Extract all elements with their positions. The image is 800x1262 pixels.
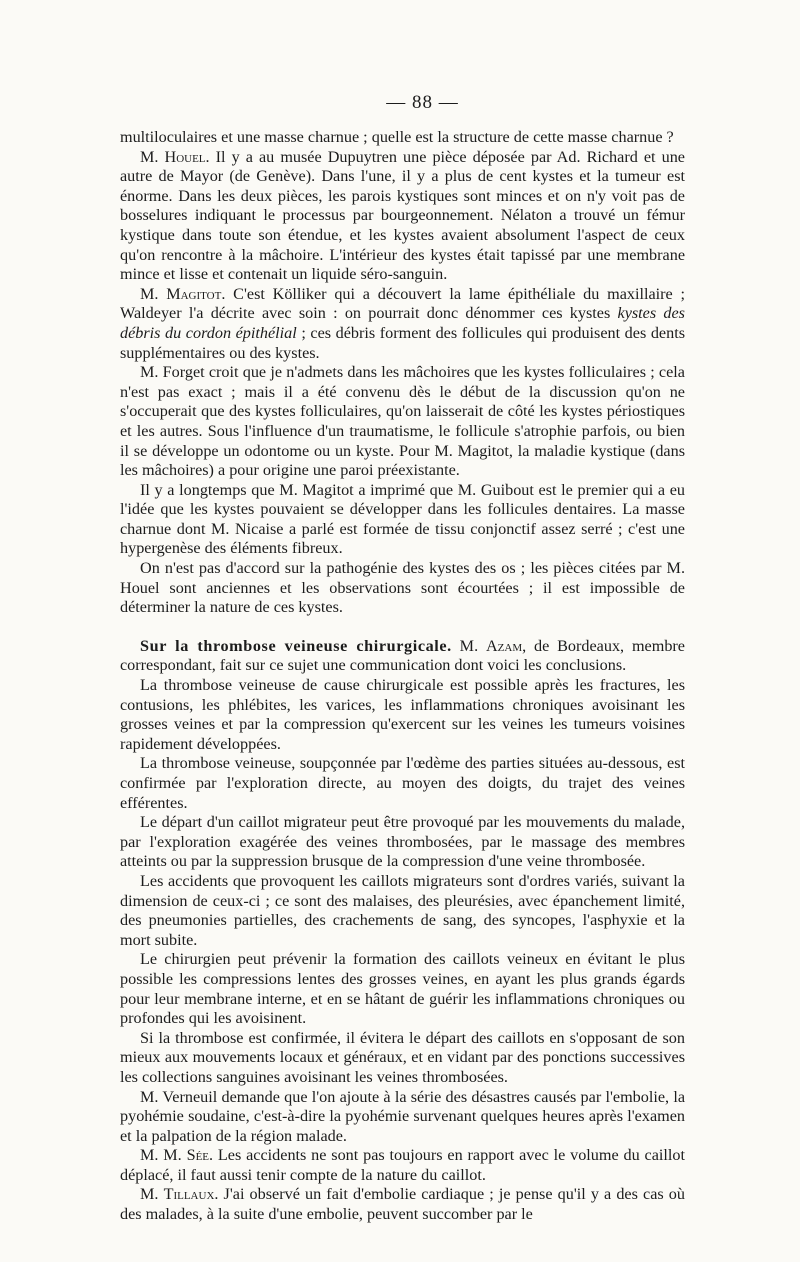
speaker-name: Azam — [485, 636, 523, 655]
speaker-name: Magitot — [166, 284, 222, 303]
speaker-name: Houel — [164, 147, 206, 166]
paragraph-p16 — [120, 1185, 685, 1224]
italic-term: kystes des débris du cordon épithélial — [120, 304, 685, 342]
section-gap — [120, 618, 685, 637]
text-segment: M. — [140, 147, 165, 166]
speaker-name: Sée — [186, 1146, 210, 1165]
text-segment: Le départ d'un caillot migrateur peut être provoqué par les mouvements du malade, par l'exploration exagérée des veines thrombosées, par le massage des membres atteints ou par la suppression brusque de la compression d'une veine thrombosée. — [120, 813, 685, 871]
paragraph-p14 — [120, 1088, 685, 1147]
text-segment: . C'est Kölliker qui a découvert la lame épithéliale du maxillaire ; Waldeyer l'a décrite avec soin : on pourrait donc dénommer ces kystes — [120, 284, 685, 323]
paragraph-p13 — [120, 1029, 685, 1088]
paragraph-p7 — [120, 637, 685, 676]
text-segment: M. Verneuil demande que l'on ajoute à la série des désastres causés par l'embolie, la pyohémie soudaine, c'est-à-dire la pyohémie survenant quelques heures après l'examen et la palpation de la région malade. — [120, 1087, 685, 1145]
section-heading: Sur la thrombose veineuse chirurgicale. — [140, 636, 452, 655]
text-segment: M. Forget croit que je n'admets dans les mâchoires que les kystes folliculaires ; cela n'est pas exact ; mais il a été convenu dès le début de la discussion qu'on ne s'occuperait que des kystes folliculaires, qu'on laisserait de côté les kystes périostiques et les autres. Sous l'influence d'un traumatisme, le follicule s'atrophie parfois, ou bien il se développe un odontome ou un kyste. Pour M. Magitot, la maladie kystique (dans les mâchoires) a pour origine une paroi préexistante. — [120, 363, 685, 480]
speaker-name: Tillaux — [163, 1185, 215, 1204]
text-segment: multiloculaires et une masse charnue ; quelle est la structure de cette masse charnue ? — [120, 128, 674, 146]
text-segment: . Les accidents ne sont pas toujours en rapport avec le volume du caillot déplacé, il faut aussi tenir compte de la nature du caillot. — [120, 1146, 685, 1184]
paragraph-p9 — [120, 754, 685, 813]
text-segment: M. M. — [140, 1146, 187, 1165]
paragraph-p11 — [120, 872, 685, 950]
text-segment: Les accidents que provoquent les caillots migrateurs sont d'ordres variés, suivant la dimension de ceux-ci ; ce sont des malaises, des pleurésies, avec épanchement limité, des pneumonies partielles, des crachements de sang, des syncopes, l'asphyxie et la mort subite. — [120, 871, 685, 949]
paragraph-p10 — [120, 813, 685, 872]
body-text — [120, 128, 685, 1225]
paragraph-p3 — [120, 285, 685, 363]
text-segment: Il y a longtemps que M. Magitot a imprimé que M. Guibout est le premier qui a eu l'idée que les kystes pouvaient se développer dans les follicules dentaires. La masse charnue dont M. Nicaise a parlé est formée de tissu conjonctif assez serré ; c'est une hypergenèse des éléments fibreux. — [120, 480, 685, 558]
text-segment: . Il y a au musée Dupuytren une pièce déposée par Ad. Richard et une autre de Mayor (de Genève). Dans l'une, il y a plus de cent kystes et la tumeur est énorme. Dans les deux pièces, les parois kystiques sont minces et on n'y voit pas de bosselures indiquant le processus par bourgeonnement. Nélaton a trouvé un fémur kystique dans toute son étendue, et les kystes avaient absolument l'aspect de ceux qu'on rencontre à la mâchoire. L'intérieur des kystes était tapissé par une membrane mince et lisse et contenait un liquide séro-sanguin. — [120, 147, 685, 284]
page-number: — 88 — — [386, 92, 459, 113]
text-segment: Le chirurgien peut prévenir la formation des caillots veineux en évitant le plus possible les compressions lentes des grosses veines, en ayant les plus grands égards pour leur membrane interne, et en se hâtant de guérir les inflammations chroniques ou profondes qui les avoisinent. — [120, 950, 685, 1028]
paragraph-p15 — [120, 1146, 685, 1185]
text-segment: M. — [140, 284, 167, 303]
text-segment: , de Bordeaux, membre correspondant, fait sur ce sujet une communication dont voici les conclusions. — [120, 636, 685, 675]
text-segment: Si la thrombose est confirmée, il évitera le départ des caillots en s'opposant de son mieux aux mouvements locaux et généraux, et en vidant par des ponctions successives les collections sanguines avoisinant les veines thrombosées. — [120, 1028, 685, 1086]
text-segment: La thrombose veineuse de cause chirurgicale est possible après les fractures, les contusions, les phlébites, les varices, les inflammations chroniques avoisinant les grosses veines et par la compression qu'exercent sur les veines les tumeurs voisines rapidement développées. — [120, 676, 685, 753]
text-segment: . J'ai observé un fait d'embolie cardiaque ; je pense qu'il y a des cas où des malades, à la suite d'une embolie, peuvent succomber par le — [120, 1185, 685, 1224]
text-segment: On n'est pas d'accord sur la pathogénie des kystes des os ; les pièces citées par M. Houel sont anciennes et les observations sont écourtées ; il est impossible de déterminer la nature de ces kystes. — [120, 559, 685, 617]
text-segment: M. — [451, 636, 486, 655]
paragraph-p4 — [120, 363, 685, 481]
text-segment: ; ces débris forment des follicules qui produisent des dents supplémentaires ou des kystes. — [120, 323, 685, 362]
paragraph-p8 — [120, 676, 685, 754]
paragraph-p5 — [120, 481, 685, 559]
paragraph-p2 — [120, 148, 685, 285]
text-segment: La thrombose veineuse, soupçonnée par l'œdème des parties situées au-dessous, est confirmée par l'exploration directe, au moyen des doigts, du trajet des veines efférentes. — [120, 754, 685, 812]
paragraph-p1 — [120, 128, 685, 148]
text-segment: M. — [140, 1185, 164, 1204]
paragraph-p12 — [120, 950, 685, 1028]
paragraph-p6 — [120, 559, 685, 618]
